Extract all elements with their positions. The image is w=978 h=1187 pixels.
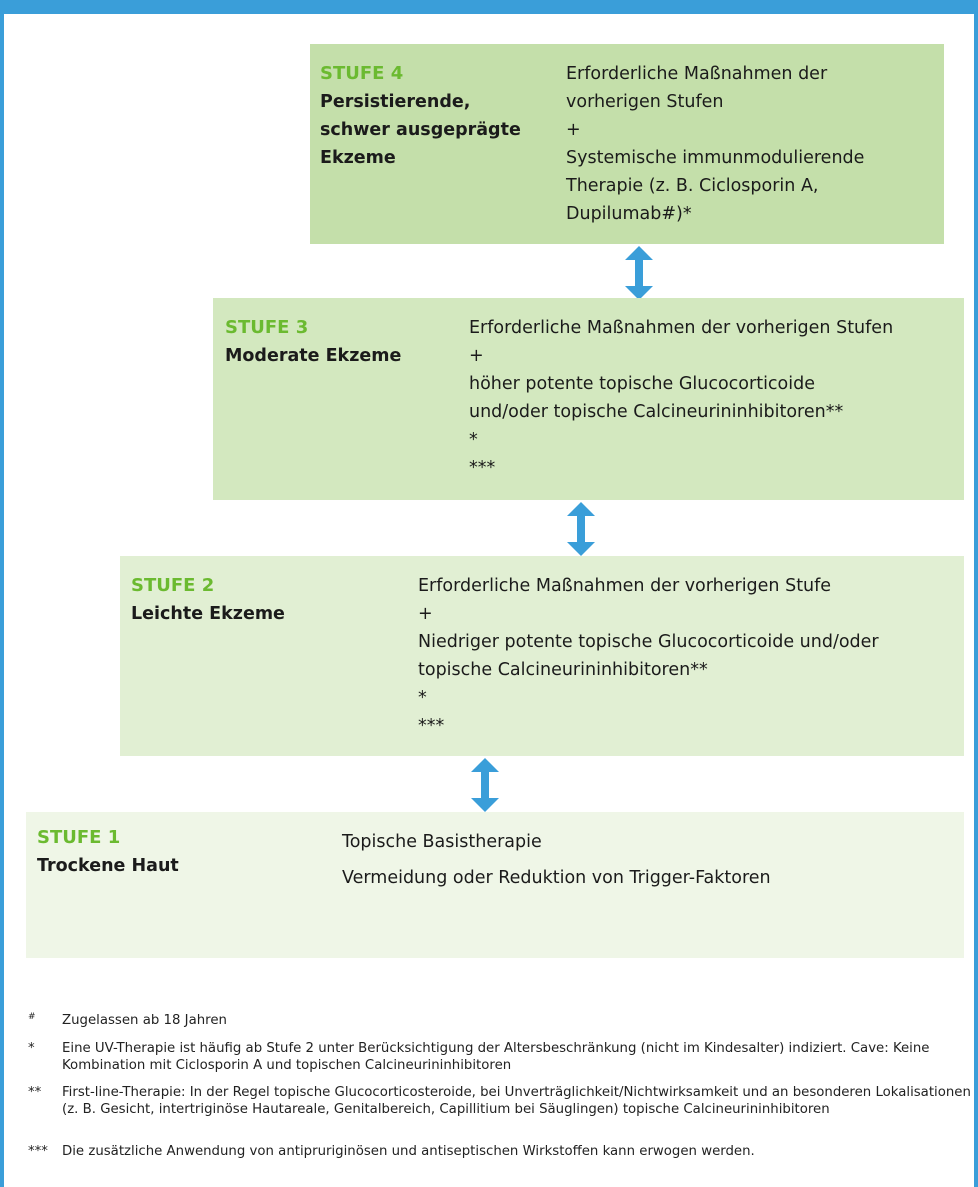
stage-1-title-line: Trockene Haut — [37, 856, 179, 876]
stage-1-number: STUFE 1 — [37, 827, 121, 848]
stage-4-description — [566, 60, 936, 228]
stage-4-desc-line: Dupilumab#)* — [566, 204, 692, 224]
stage-4-title-line: Ekzeme — [320, 148, 396, 168]
stage-3-desc-line: und/oder topische Calcineurininhibitoren** — [469, 402, 844, 422]
footnote-text: Eine UV-Therapie ist häufig ab Stufe 2 unter Berücksichtigung der Altersbeschränkung (nicht im Kindesalter) indiziert. Cave: Keine Kombination mit Ciclosporin A und topischen Calcineurininhibitoren — [62, 1041, 930, 1073]
stage-4-box — [310, 44, 944, 244]
stage-2-box — [120, 556, 964, 756]
stage-3-desc-line: *** — [469, 458, 496, 478]
footnote-marker: # — [28, 1012, 36, 1022]
footnote-text: Zugelassen ab 18 Jahren — [62, 1013, 227, 1028]
stage-3-description — [469, 314, 959, 482]
stage-2-number: STUFE 2 — [131, 575, 215, 596]
double-headed-vertical-arrow-icon — [563, 502, 599, 556]
footnote — [28, 1040, 968, 1074]
stage-4-desc-line: Systemische immunmodulierende — [566, 148, 865, 168]
stage-1-description — [342, 824, 942, 896]
stage-2-desc-line: + — [418, 604, 433, 624]
stage-1-box — [26, 812, 964, 958]
stage-3-label — [225, 314, 465, 370]
stage-2-desc-line: Erforderliche Maßnahmen der vorherigen Stufe — [418, 576, 832, 596]
stage-2-desc-line: * — [418, 688, 427, 708]
stage-4-desc-line: Erforderliche Maßnahmen der — [566, 64, 828, 84]
stage-4-label — [320, 60, 560, 172]
stage-3-box — [213, 298, 964, 500]
stage-1-label — [37, 824, 297, 880]
stage-1-desc-line: Topische Basistherapie — [342, 832, 542, 852]
stage-2-label — [131, 572, 381, 628]
stage-4-number: STUFE 4 — [320, 63, 404, 84]
double-headed-vertical-arrow-icon — [467, 758, 503, 812]
stage-3-title-line: Moderate Ekzeme — [225, 346, 402, 366]
footnote-marker: *** — [28, 1144, 48, 1159]
footnote-marker: * — [28, 1041, 35, 1056]
stage-4-desc-line: Therapie (z. B. Ciclosporin A, — [566, 176, 819, 196]
stage-3-desc-line: höher potente topische Glucocorticoide — [469, 374, 815, 394]
stage-2-desc-line: *** — [418, 716, 445, 736]
stage-4-desc-line: + — [566, 120, 581, 140]
stage-3-desc-line: * — [469, 430, 478, 450]
stage-1-desc-line: Vermeidung oder Reduktion von Trigger-Faktoren — [342, 868, 771, 888]
stage-2-title-line: Leichte Ekzeme — [131, 604, 285, 624]
stage-3-desc-line: Erforderliche Maßnahmen der vorherigen Stufen — [469, 318, 894, 338]
stage-2-description — [418, 572, 958, 740]
footnote — [28, 1084, 971, 1135]
footnote — [28, 1012, 968, 1029]
footnote-text: Die zusätzliche Anwendung von antipruriginösen und antiseptischen Wirkstoffen kann erwogen werden. — [62, 1144, 755, 1159]
footnote-text: First-line-Therapie: In der Regel topische Glucocorticosteroide, bei Unverträglichkeit/Nichtwirksamkeit und an besonderen Lokalisationen (z. B. Gesicht, intertriginöse Hautareale, Genitalbereich, Capillitium bei Säuglingen) topische Calcineurininhibitoren — [62, 1085, 971, 1117]
stage-4-title-line: schwer ausgeprägte — [320, 120, 521, 140]
stage-2-desc-line: Niedriger potente topische Glucocorticoide und/oder — [418, 632, 879, 652]
footnote-marker: ** — [28, 1085, 42, 1100]
stage-4-title-line: Persistierende, — [320, 92, 471, 112]
stage-3-number: STUFE 3 — [225, 317, 309, 338]
footnote — [28, 1143, 968, 1160]
stage-3-desc-line: + — [469, 346, 484, 366]
double-headed-vertical-arrow-icon — [621, 246, 657, 300]
stage-4-desc-line: vorherigen Stufen — [566, 92, 724, 112]
stage-2-desc-line: topische Calcineurininhibitoren** — [418, 660, 708, 680]
